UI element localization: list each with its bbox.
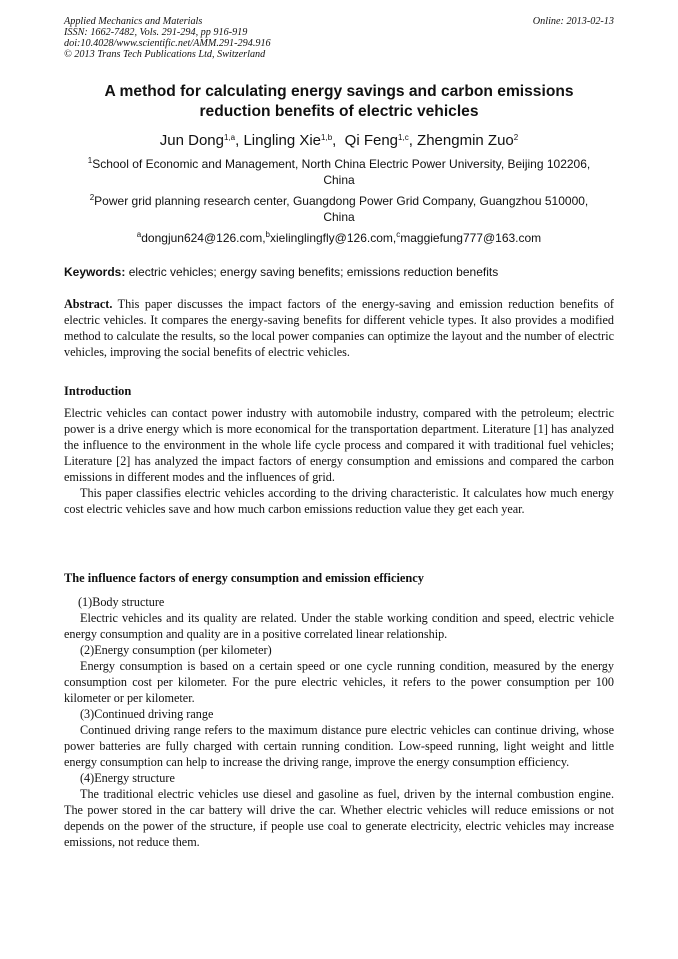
item-title: (3)Continued driving range	[80, 707, 214, 721]
email-sup: c	[396, 230, 401, 239]
author-sup: 1,a	[224, 133, 236, 142]
email-address: dongjun624@126.com,	[141, 231, 266, 245]
affiliation-sup: 1	[87, 156, 93, 165]
email-address: xielinglingfly@126.com,	[269, 231, 397, 245]
email-address: maggiefung777@163.com	[400, 231, 542, 245]
section-heading-introduction: Introduction	[64, 384, 132, 398]
affiliation-1	[74, 156, 604, 188]
author-separator: ,	[332, 132, 345, 149]
email-sup: b	[265, 230, 270, 239]
abstract	[64, 296, 614, 360]
introduction-body	[64, 405, 614, 517]
paper-title	[64, 82, 614, 122]
title-line-1: A method for calculating energy savings and carbon emissions	[104, 83, 574, 100]
author-separator: ,	[408, 132, 418, 149]
item-title: (2)Energy consumption (per kilometer)	[80, 643, 272, 657]
abstract-text: This paper discusses the impact factors of the energy-saving and emission reduction benefits of electric vehicles. It compares the energy-saving benefits for different vehicle types. It also provides a modified method to calculate the results, so the local power companies can optimize the layout and the number of electric vehicles, improving the social benefits of electric vehicles.	[64, 297, 614, 359]
paragraph: Electric vehicles can contact power industry with automobile industry, compared with the petroleum; electric power is a drive energy which is more economical for the transportation department. Literature [1] has analyzed the influence to the environment in the whole life cycle process and compared it with traditional fuel vehicles; Literature [2] has analyzed the impact factors of energy consumption and emissions and compared the carbon emissions in different modes and the influences of grid.	[64, 406, 614, 484]
keywords-label: Keywords:	[64, 265, 126, 279]
author-separator: ,	[235, 132, 244, 149]
paragraph: Continued driving range refers to the maximum distance pure electric vehicles can continue driving, whose power batteries are fully charged with certain running condition. Low-speed running, light weight and little energy consumption can help to increase the driving range, improve the energy consumption efficiency.	[64, 723, 614, 769]
paragraph: Electric vehicles and its quality are related. Under the stable working condition and speed, electric vehicle energy consumption and quality are in a positive correlated linear relationship.	[64, 611, 614, 641]
item-title: (1)Body structure	[78, 595, 165, 609]
keywords-text: electric vehicles; energy saving benefits; emissions reduction benefits	[125, 265, 499, 279]
author-name: Zhengmin Zuo	[417, 132, 514, 149]
affiliation-text: School of Economic and Management, North China Electric Power University, Beijing 102206, China	[92, 157, 591, 187]
doi: doi:10.4028/www.scientific.net/AMM.291-294.916	[64, 38, 271, 49]
author-name: Lingling Xie	[243, 132, 322, 149]
journal-header	[64, 16, 614, 60]
author-name: Jun Dong	[159, 132, 224, 149]
copyright: © 2013 Trans Tech Publications Ltd, Switzerland	[64, 49, 266, 60]
author-name: Qi Feng	[344, 132, 399, 149]
abstract-label: Abstract.	[64, 297, 113, 311]
paragraph: Energy consumption is based on a certain speed or one cycle running condition, measured by the energy consumption cost per kilometer. For the pure electric vehicles, it refers to the power consumption per 100 kilometer or per kilometer.	[64, 659, 614, 705]
section-heading-influence: The influence factors of energy consumption and emission efficiency	[64, 571, 424, 585]
author-sup: 2	[513, 133, 519, 142]
online-date: Online: 2013-02-13	[532, 16, 614, 27]
item-title: (4)Energy structure	[80, 771, 175, 785]
affiliation-2	[74, 193, 604, 225]
author-sup: 1,c	[398, 133, 409, 142]
affiliation-text: Power grid planning research center, Guangdong Power Grid Company, Guangzhou 510000, China	[94, 194, 589, 224]
email-list	[64, 230, 614, 246]
influence-body	[64, 594, 614, 850]
paragraph: The traditional electric vehicles use diesel and gasoline as fuel, driven by the internal combustion engine. The power stored in the car battery will drive the car. Whether electric vehicles will reduce emissions or not depends on the power of the structure, if people use coal to generate electricity, electric vehicles may increase emissions, not reduce them.	[64, 787, 614, 849]
author-list	[64, 132, 614, 150]
paragraph: This paper classifies electric vehicles according to the driving characteristic. It calculates how much energy cost electric vehicles save and how much carbon emissions reduction value they get each year.	[64, 486, 614, 516]
keywords	[64, 264, 614, 280]
issn: ISSN: 1662-7482, Vols. 291-294, pp 916-919	[64, 27, 248, 38]
email-sup: a	[136, 230, 142, 239]
title-line-2: reduction benefits of electric vehicles	[199, 103, 479, 120]
journal-name: Applied Mechanics and Materials	[64, 16, 203, 27]
author-sup: 1,b	[321, 133, 333, 142]
affiliation-sup: 2	[89, 193, 95, 202]
